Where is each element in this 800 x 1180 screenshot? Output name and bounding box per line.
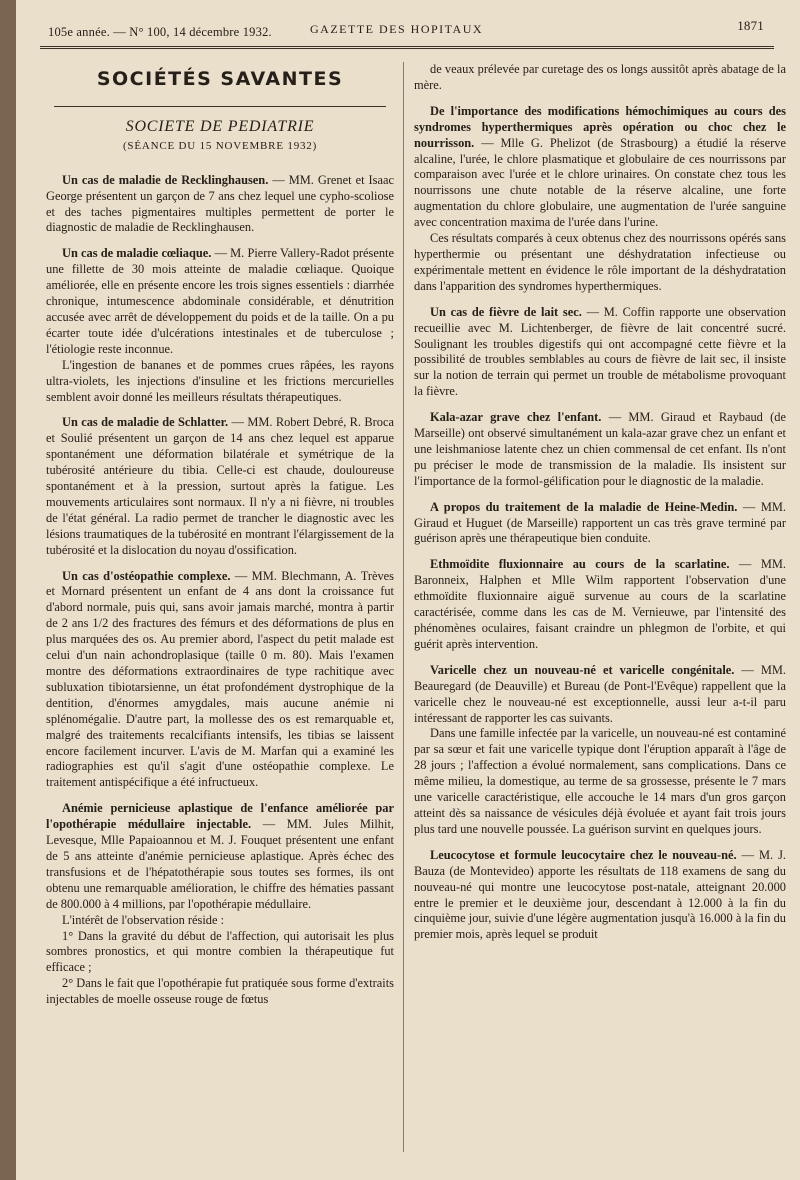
article-title: Un cas de maladie cœliaque. — [62, 246, 212, 261]
page-header — [30, 14, 774, 48]
article-text: 1° Dans la gravité du début de l'affection, qui autorisait les plus sombres pronostics, et qui montre combien la thérapeutique fut efficace ; — [46, 928, 394, 975]
page-number: 1871 — [737, 18, 764, 33]
article-text: — M. Coffin rapporte une observation recueillie avec M. Lichtenberger, de fièvre de lait concentré sucré. Soulignant les troubles digestifs qui ont accompagné cette fièvre et la possibilité de troubles semblables au cours de fièvre de lait sec, il insiste sur la notion de terrain qui permet un trouble de métabolisme provoquant la fièvre. — [414, 304, 786, 399]
right-entries — [414, 62, 786, 943]
article-title: Un cas d'ostéopathie complexe. — [62, 568, 231, 583]
article-title: Un cas de fièvre de lait sec. — [430, 304, 582, 319]
header-rule — [40, 46, 774, 49]
article-entry — [414, 500, 786, 548]
article-text: — MM. Grenet et Isaac George présentent un garçon de 7 ans chez lequel une cypho-scoliose et des taches pigmentaires multiples permettent de porter le diagnostic de maladie de Recklinghausen. — [46, 172, 394, 235]
title-rule — [54, 106, 386, 107]
article-entry — [46, 569, 394, 792]
article-paragraph — [46, 173, 394, 237]
article-paragraph — [46, 569, 394, 792]
header-year-issue — [48, 25, 272, 40]
article-paragraph — [414, 500, 786, 548]
article-title: Varicelle chez un nouveau-né et varicelle congénitale. — [430, 662, 735, 677]
article-text: — MM. Beauregard (de Deauville) et Bureau (de Pont-l'Evêque) rappellent que la varicelle chez le nouveau-né est exceptionnelle, aussi leur a-t-il paru intéressant de rapporter les cas suivants. — [414, 662, 786, 725]
article-entry — [414, 104, 786, 295]
article-text: — MM. Robert Debré, R. Broca et Soulié présentent un garçon de 14 ans chez lequel est apparue spontanément une déformation bilatérale et symétrique de la tubérosité antérieure du tibia. Celle-ci est chaude, douloureuse spontanément et à la pression, surtout après la fatigue. Les mouvements articulaires sont normaux. Il n'y a ni fièvre, ni troubles de l'état général. La radio permet de trancher le diagnostic avec les lésions traumatiques de la tubérosité en montrant l'élargissement de la tubérosité et la dislocation du noyau d'ossification. — [46, 415, 394, 557]
article-paragraph — [414, 410, 786, 490]
article-entry — [46, 801, 394, 1008]
article-entry — [414, 62, 786, 94]
article-text: — MM. Jules Milhit, Levesque, Mlle Papaioannou et M. J. Fouquet présentent une enfant de 5 ans atteinte d'anémie pernicieuse aplastique. Après échec des transfusions et de l'hépatothérapie sous toutes ses formes, ils ont obtenu une remarquable amélioration, le chiffre des hématies passant de 800.000 à 4 millions, par l'opothérapie médullaire. — [46, 817, 394, 911]
article-entry — [46, 415, 394, 558]
article-paragraph — [414, 663, 786, 727]
article-paragraph — [46, 929, 394, 977]
article-paragraph — [414, 231, 786, 295]
article-title: Anémie pernicieuse aplastique de l'enfance améliorée par l'opothérapie médullaire injectable. — [46, 801, 394, 832]
article-title: Un cas de maladie de Schlatter. — [62, 415, 229, 430]
article-paragraph — [46, 246, 394, 357]
article-paragraph — [46, 913, 394, 929]
article-paragraph — [414, 726, 786, 837]
article-entry — [414, 663, 786, 838]
article-text: L'ingestion de bananes et de pommes crues râpées, les rayons ultra-violets, les injections d'insuline et les frictions mercurielles semblent avoir donné les meilleurs résultats thérapeutiques. — [46, 357, 394, 404]
left-entries — [46, 173, 394, 1008]
article-text: — MM. Giraud et Raybaud (de Marseille) ont observé simultanément un kala-azar grave chez un enfant et une leishmaniose latente chez un chien commensal de cet enfant. Ils n'ont pu préciser le mode de transmission de la maladie. Ils insistent sur l'importance de la formol-gélification pour le diagnostic de la maladie. — [414, 410, 786, 488]
society-name: SOCIETE DE PEDIATRIE — [125, 117, 315, 135]
article-entry — [46, 246, 394, 405]
header-year: 105e année. — — [48, 25, 126, 39]
article-title: Kala-azar grave chez l'enfant. — [430, 410, 602, 425]
article-text: — MM. Baronneix, Halphen et Mlle Wilm rapportent l'observation d'une ethmoïdite fluxionnaire aiguë survenue au cours de la scarlatine caractérisée, comme dans les cas de M. Vernieuwe, par l'intensité des phénomènes oculaires, faisant craindre un phlegmon de l'orbite, et qui guérit après intervention. — [414, 557, 786, 651]
column-divider — [403, 62, 404, 1152]
article-title: De l'importance des modifications hémochimiques au cours des syndromes hyperthermiques après opération ou choc chez le nourrisson. — [414, 103, 786, 150]
article-paragraph — [46, 358, 394, 406]
article-entry — [46, 173, 394, 237]
article-entry — [414, 305, 786, 400]
left-column — [46, 62, 394, 1152]
right-column — [414, 62, 786, 1152]
article-entry — [414, 410, 786, 490]
article-paragraph — [414, 848, 786, 943]
article-title: Ethmoïdite fluxionnaire au cours de la scarlatine. — [430, 557, 730, 572]
article-paragraph — [414, 104, 786, 231]
journal-title: GAZETTE DES HOPITAUX — [310, 22, 484, 36]
article-text: Dans une famille infectée par la varicelle, un nouveau-né est contaminé par sa sœur et fait une varicelle typique dont l'éruption apparaît à l'âge de 28 jours ; l'affection a évolué normalement, sans complications. Dans ce même milieu, la domestique, au terme de sa grossesse, présente le 7 mars une varicelle caractéristique, elle accouche le 14 mars d'un gros garçon atteint dès sa naissance de vésicules déjà évoluée et ayant fait trois jours plus tard une nouvelle poussée. La guérison survint en quelques jours. — [414, 726, 786, 836]
article-text: — MM. Giraud et Huguet (de Marseille) rapportent un cas très grave terminé par guérison après une thérapeutique bien conduite. — [414, 499, 786, 546]
article-text: — M. Pierre Vallery-Radot présente une fillette de 30 mois atteinte de maladie cœliaque. Quoique améliorée, elle en présente encore les trois signes essentiels : diarrhée chronique, intumescence abdominale considérable, et dénutrition accusée avec arrêt de développement du poids et de la taille. On a pu écarter toute idée d'ulcérations intestinales et de tuberculose ; l'étiologie reste inconnue. — [46, 246, 394, 356]
article-paragraph — [414, 305, 786, 400]
article-title: Leucocytose et formule leucocytaire chez le nouveau-né. — [430, 847, 737, 862]
section-title: SOCIÉTÉS SAVANTES — [96, 68, 344, 90]
article-text: de veaux prélevée par curetage des os longs aussitôt après abatage de la mère. — [414, 62, 786, 92]
article-title: A propos du traitement de la maladie de Heine-Medin. — [430, 499, 738, 514]
article-entry — [414, 848, 786, 943]
article-paragraph — [414, 557, 786, 652]
article-text: — Mlle G. Phelizot (de Strasbourg) a étudié la réserve alcaline, l'urée, le chlore plasmatique et globulaire de ces nourrissons par comparaison avec l'urée et le chlore urinaires. On constate chez tous les nourrissons une chute notable de la réserve alcaline, une forte augmentation du chlore globulaire, une augmentation de l'urée sanguine avec concentration maxima de l'urée dans l'urine. — [414, 135, 786, 230]
article-paragraph — [46, 976, 394, 1008]
article-text: — MM. Blechmann, A. Trèves et Mornard présentent un enfant de 4 ans dont la croissance fut d'abord normale, puis qui, sans avoir jamais marché, montra à partir de 2 ans 1/2 des fractures des fémurs et des déformations de plus en plus marquées des os. Au premier abord, l'aspect du petit malade est celui d'un nain achondroplasique (taille 0 m. 80). Mais l'examen montre des déformations extraordinaires de type rachitique avec subluxation tibiotarsienne, un état profondément dystrophique de la dentition, d'énormes amygdales, mais aucune anémie ni splénomégalie. D'autre part, la mollesse des os est remarquable et, malgré des traitements recalcifiants intensifs, les tibias se laissent encore facilement incurver. L'avis de M. Marfan qui a examiné les radiographies est qu'il s'agit d'une ostéopathie complexe. Le traitement antispécifique a été infructueux. — [46, 568, 394, 790]
article-paragraph — [414, 62, 786, 94]
article-text: L'intérêt de l'observation réside : — [62, 912, 225, 927]
article-text: Ces résultats comparés à ceux obtenus chez des nourrissons opérés sans hyperthermie ou présentant une déshydratation infectieuse ou expérimentale mettent en évidence le rôle important de la déshydratation dans l'apparition des syndromes hyperthermiques. — [414, 231, 786, 293]
article-entry — [414, 557, 786, 652]
header-issue: N° 100, 14 décembre 1932. — [129, 25, 272, 39]
article-title: Un cas de maladie de Recklinghausen. — [62, 172, 269, 187]
article-text: 2° Dans le fait que l'opothérapie fut pratiquée sous forme d'extraits injectables de moelle osseuse rouge de fœtus — [46, 976, 394, 1007]
article-paragraph — [46, 415, 394, 558]
session-date: (SÉANCE DU 15 NOVEMBRE 1932) — [122, 139, 318, 152]
article-paragraph — [46, 801, 394, 912]
article-text: — M. J. Bauza (de Montevideo) apporte les résultats de 118 examens de sang du nouveau-né qui montre une leucocytose post-natale, atteignant 20.000 entre le premier et le deuxième jour, descendant à 12.000 à la fin du cinquième jour, suivie d'une légère augmentation jusqu'à 16.000 à la fin du premier mois, après lequel se produit — [414, 847, 786, 942]
